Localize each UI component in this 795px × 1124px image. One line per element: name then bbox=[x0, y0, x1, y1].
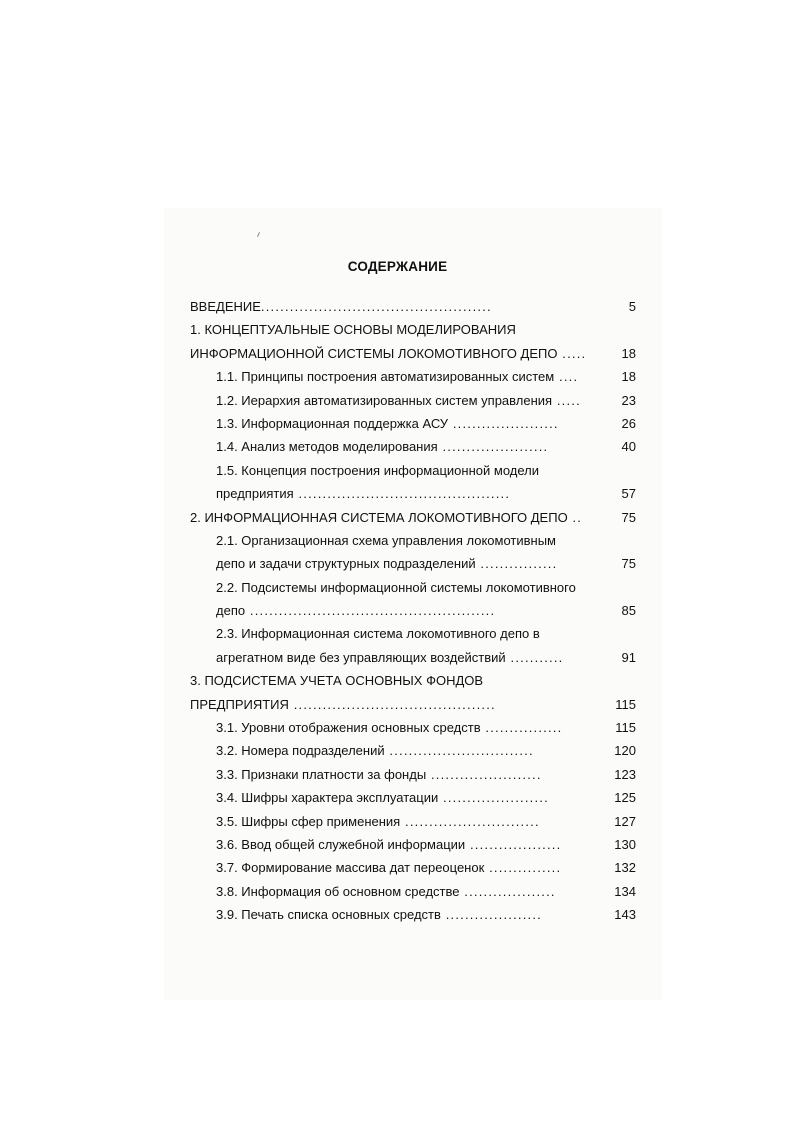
toc-section-1-3: 1.3. Информационная поддержка АСУ ...................... 26 bbox=[190, 412, 636, 435]
toc-section-3-7: 3.7. Формирование массива дат переоценок ............... 132 bbox=[190, 856, 636, 879]
toc-section-3-2: 3.2. Номера подразделений .............................. 120 bbox=[190, 739, 636, 762]
toc-section-2-2-cont: депо ................................................... 85 bbox=[190, 599, 636, 622]
toc-section-3-8: 3.8. Информация об основном средстве ................... 134 bbox=[190, 880, 636, 903]
toc-section-2-2: 2.2. Подсистемы информационной системы локомотивного bbox=[216, 579, 576, 595]
toc-page-number: 127 bbox=[614, 813, 636, 829]
toc-section-2-1-cont: депо и задачи структурных подразделений ................ 75 bbox=[190, 552, 636, 575]
toc-page-number: 18 bbox=[621, 345, 636, 361]
toc-page-number: 143 bbox=[614, 907, 636, 923]
toc-page-number: 115 bbox=[615, 720, 636, 736]
toc-page-number: 75 bbox=[621, 509, 636, 525]
toc-page-number: 40 bbox=[621, 439, 636, 455]
toc-page-number: 123 bbox=[614, 766, 636, 782]
toc-page-number: 26 bbox=[621, 415, 636, 431]
toc-page-number: 91 bbox=[621, 649, 636, 665]
toc-section-3-4: 3.4. Шифры характера эксплуатации ...................... 125 bbox=[190, 786, 636, 809]
toc-section-3-9: 3.9. Печать списка основных средств .................... 143 bbox=[190, 903, 636, 926]
toc-page-number: 85 bbox=[621, 603, 636, 619]
toc-page-number: 120 bbox=[614, 743, 636, 759]
toc-page-number: 5 bbox=[628, 299, 636, 314]
toc-page-number: 125 bbox=[614, 790, 636, 806]
toc-section-2-1: 2.1. Организационная схема управления локомотивным bbox=[216, 532, 556, 548]
toc-section-3-1: 3.1. Уровни отображения основных средств ................ 115 bbox=[190, 716, 636, 739]
toc-page-number: 134 bbox=[614, 883, 636, 899]
toc-page-number: 132 bbox=[614, 860, 636, 876]
toc-entry-introduction: ВВЕДЕНИЕ................................................ 5 bbox=[190, 295, 636, 318]
toc-page-number: 130 bbox=[614, 836, 636, 852]
toc-section-1-5: 1.5. Концепция построения информационной модели bbox=[216, 462, 539, 478]
toc-page-number: 115 bbox=[615, 696, 636, 712]
toc-page-number: 23 bbox=[621, 392, 636, 408]
table-of-contents bbox=[190, 295, 636, 927]
toc-section-2-3-cont: агрегатном виде без управляющих воздействий ........... 91 bbox=[190, 646, 636, 669]
toc-chapter-3-title: 3. ПОДСИСТЕМА УЧЕТА ОСНОВНЫХ ФОНДОВ bbox=[190, 673, 484, 689]
toc-section-3-5: 3.5. Шифры сфер применения ............................ 127 bbox=[190, 810, 636, 833]
toc-chapter-3-title-cont: ПРЕДПРИЯТИЯ .......................................... 115 bbox=[190, 693, 636, 716]
toc-chapter-2-title: 2. ИНФОРМАЦИОННАЯ СИСТЕМА ЛОКОМОТИВНОГО ДЕПО .. 75 bbox=[190, 506, 636, 529]
toc-page-number: 75 bbox=[621, 556, 636, 572]
toc-section-1-4: 1.4. Анализ методов моделирования ...................... 40 bbox=[190, 435, 636, 458]
toc-section-1-2: 1.2. Иерархия автоматизированных систем управления ..... 23 bbox=[190, 389, 636, 412]
toc-chapter-1-title-cont: ИНФОРМАЦИОННОЙ СИСТЕМЫ ЛОКОМОТИВНОГО ДЕПО ..... 18 bbox=[190, 342, 636, 365]
toc-chapter-1-title: 1. КОНЦЕПТУАЛЬНЫЕ ОСНОВЫ МОДЕЛИРОВАНИЯ bbox=[190, 322, 516, 338]
toc-page-number: 18 bbox=[621, 369, 636, 385]
page-title: СОДЕРЖАНИЕ bbox=[347, 259, 448, 274]
toc-section-2-3: 2.3. Информационная система локомотивного депо в bbox=[216, 626, 540, 642]
toc-section-3-3: 3.3. Признаки платности за фонды ....................... 123 bbox=[190, 763, 636, 786]
toc-page-number: 57 bbox=[621, 486, 636, 502]
toc-section-3-6: 3.6. Ввод общей служебной информации ................... 130 bbox=[190, 833, 636, 856]
toc-section-1-1: 1.1. Принципы построения автоматизированных систем .... 18 bbox=[190, 365, 636, 388]
toc-section-1-5-cont: предприятия ............................................ 57 bbox=[190, 482, 636, 505]
